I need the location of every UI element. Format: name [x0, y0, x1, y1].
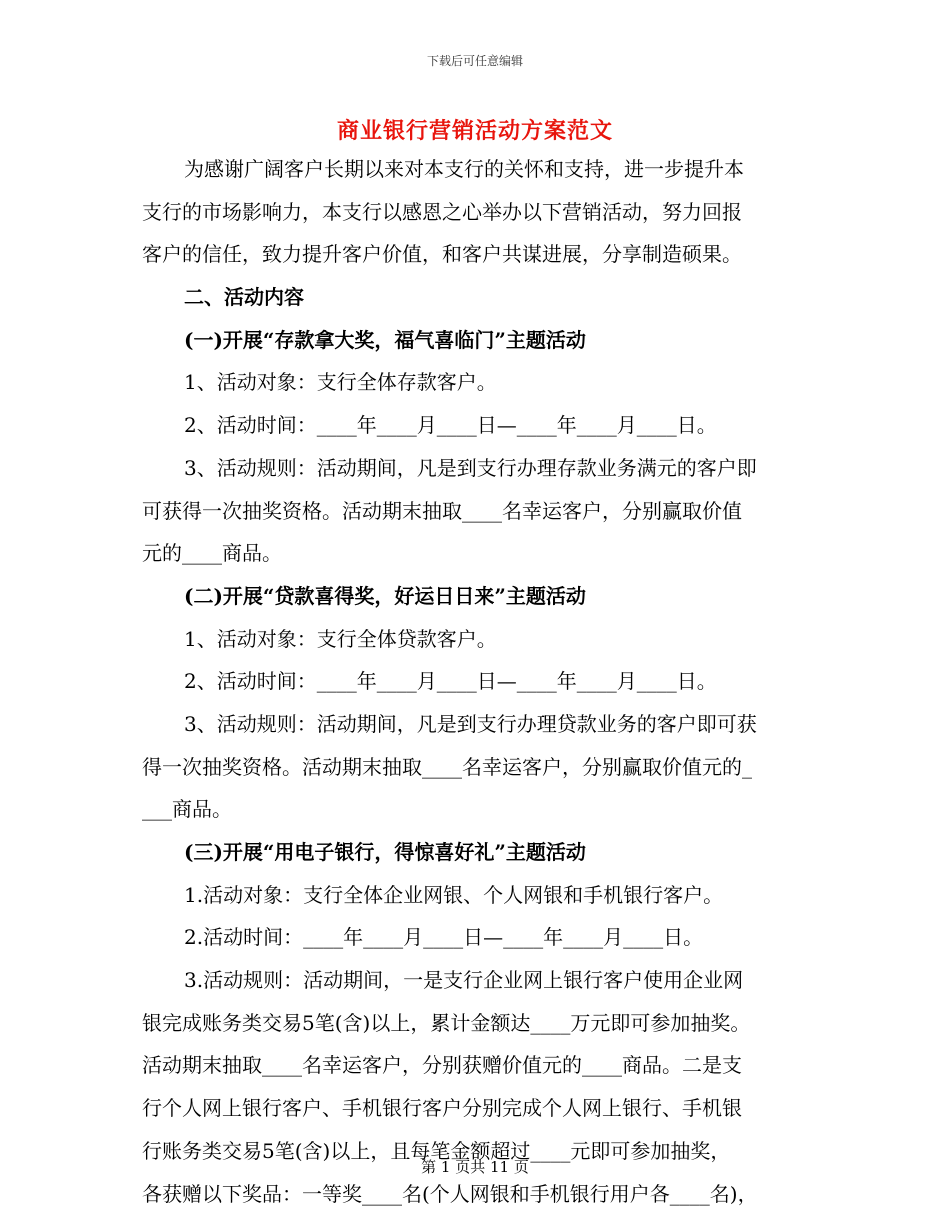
paragraph-line: 3.活动规则：活动期间，一是支行企业网上银行客户使用企业网: [184, 968, 744, 993]
document-title: 商业银行营销活动方案范文: [336, 118, 613, 144]
section-heading: 二、活动内容: [184, 285, 304, 310]
paragraph-line: 3、活动规则：活动期间，凡是到支行办理存款业务满元的客户即: [184, 455, 757, 480]
paragraph-line: 活动期末抽取____名幸运客户，分别获赠价值元的____商品。二是支: [142, 1053, 742, 1078]
paragraph-line: ___商品。: [142, 797, 232, 822]
paragraph-line: 支行的市场影响力，本支行以感恩之心举办以下营销活动，努力回报: [142, 199, 742, 224]
section-heading: (三)开展“用电子银行，得惊喜好礼”主题活动: [184, 840, 586, 864]
paragraph-line: 行个人网上银行客户、手机银行客户分别完成个人网上银行、手机银: [142, 1096, 742, 1121]
paragraph-line: 银完成账务类交易5笔(含)以上，累计金额达____万元即可参加抽奖。: [142, 1010, 751, 1035]
paragraph-line: 为感谢广阔客户长期以来对本支行的关怀和支持，进一步提升本: [184, 157, 744, 181]
paragraph-line: 行账务类交易5笔(含)以上，且每笔金额超过____元即可参加抽奖，: [142, 1138, 731, 1163]
paragraph-line: 3、活动规则：活动期间，凡是到支行办理贷款业务的客户即可获: [184, 711, 757, 736]
section-heading: (一)开展“存款拿大奖，福气喜临门”主题活动: [184, 327, 586, 352]
page-number: 第 1 页共 11 页: [421, 1158, 529, 1176]
paragraph-line: 2.活动时间：____年____月____日—____年____月____日。: [184, 925, 704, 950]
paragraph-line: 元的____商品。: [142, 541, 282, 566]
paragraph-line: 可获得一次抽奖资格。活动期末抽取____名幸运客户，分别赢取价值: [142, 498, 742, 523]
section-heading: (二)开展“贷款喜得奖，好运日日来”主题活动: [184, 583, 586, 608]
paragraph-line: 1.活动对象：支行全体企业网银、个人网银和手机银行客户。: [184, 882, 724, 907]
paragraph-line: 2、活动时间：____年____月____日—____年____月____日。: [184, 669, 717, 694]
paragraph-line: 客户的信任，致力提升客户价值，和客户共谋进展，分享制造硕果。: [142, 242, 742, 267]
page-header-note: 下载后可任意编辑: [426, 54, 523, 68]
paragraph-line: 1、活动对象：支行全体存款客户。: [184, 370, 497, 395]
paragraph-line: 2、活动时间：____年____月____日—____年____月____日。: [184, 413, 717, 438]
paragraph-line: 各获赠以下奖品：一等奖____名(个人网银和手机银行用户各____名)，: [142, 1181, 758, 1206]
paragraph-line: 得一次抽奖资格。活动期末抽取____名幸运客户，分别赢取价值元的_: [142, 754, 752, 779]
paragraph-line: 1、活动对象：支行全体贷款客户。: [184, 626, 497, 651]
document-body: [142, 148, 810, 1215]
